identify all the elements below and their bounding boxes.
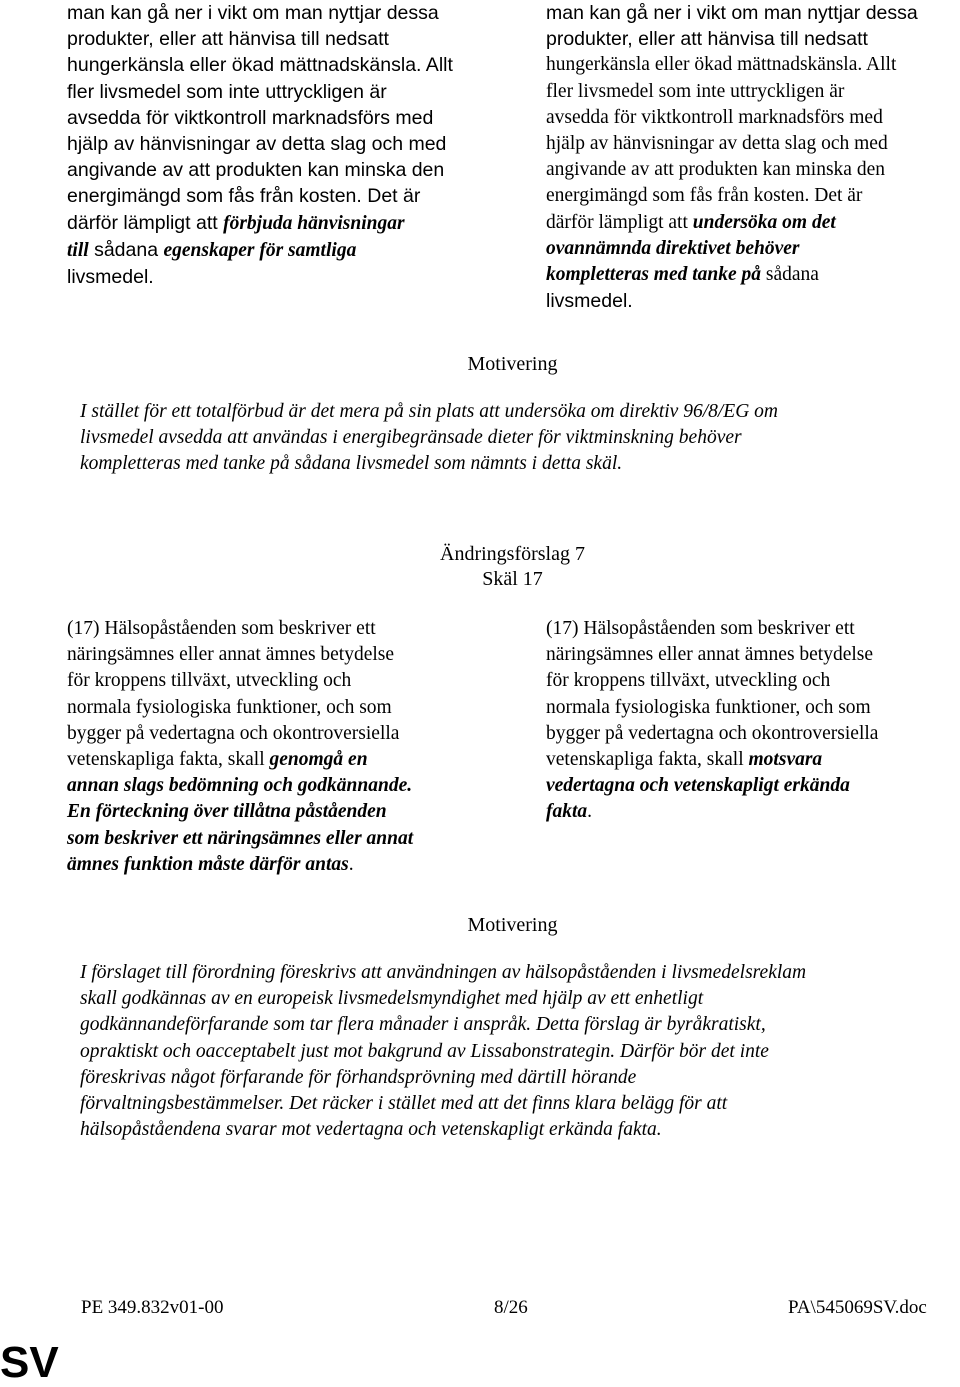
text-line: godkännandeförfarande som tar flera månader i anspråk. Detta förslag är byråkratiskt, xyxy=(80,1014,766,1036)
amendment-title: Ändringsförslag 7 xyxy=(440,543,585,565)
text-line: förvaltningsbestämmelser. Det räcker i stället med att det finns klara belägg för att xyxy=(80,1093,728,1115)
text-run: . xyxy=(587,801,593,823)
amend-right-column xyxy=(546,616,958,826)
motivering-heading: Motivering xyxy=(467,914,558,936)
text-line: angivande av att produkten kan minska den xyxy=(67,159,445,182)
footer-file-ref: PA\545069SV.doc xyxy=(788,1297,927,1318)
amend-right-paragraph xyxy=(546,616,958,826)
amended-text: egenskaper för samtliga xyxy=(163,239,357,261)
amended-text: motsvara xyxy=(748,749,823,771)
motivering-heading: Motivering xyxy=(467,353,558,375)
text-line: föreskrivas något förfarande för förhandsprövning med därtill hörande xyxy=(80,1066,637,1088)
text-line xyxy=(546,210,958,236)
text-line: bygger på vedertagna och okontroversiella xyxy=(67,722,400,744)
text-line: skall godkännas av en europeisk livsmedelsmyndighet med hjälp av ett enhetligt xyxy=(80,988,704,1010)
text-line xyxy=(67,237,477,264)
text-line: för kroppens tillväxt, utveckling och xyxy=(67,670,352,692)
text-line: fler livsmedel som inte uttryckligen är xyxy=(546,80,845,102)
text-line: hälsopåståendena svarar mot vedertagna och vetenskapligt erkända fakta. xyxy=(80,1119,662,1141)
text-line: hungerkänsla eller ökad mättnadskänsla. Allt xyxy=(67,54,453,77)
text-run: sådana xyxy=(88,238,164,261)
text-line: kompletteras med tanke på sådana livsmedel som nämnts i detta skäl. xyxy=(80,453,623,475)
amend-left-column xyxy=(67,616,477,878)
text-line xyxy=(67,852,477,878)
text-line: (17) Hälsopåståenden som beskriver ett xyxy=(67,618,376,639)
top-right-column xyxy=(546,0,958,314)
amended-text: fakta xyxy=(546,801,588,823)
text-line: bygger på vedertagna och okontroversiella xyxy=(546,722,879,744)
motivering-text xyxy=(80,399,910,478)
text-line: man kan gå ner i vikt om man nyttjar dessa xyxy=(67,2,439,24)
amended-text: förbjuda hänvisningar xyxy=(223,212,405,234)
text-line: hjälp av hänvisningar av detta slag och med xyxy=(546,133,888,155)
amended-text: En förteckning över tillåtna påståenden xyxy=(67,801,387,823)
text-line: energimängd som fås från kosten. Det är xyxy=(67,185,421,208)
amended-text: ämnes funktion måste därför antas xyxy=(67,853,349,875)
text-line xyxy=(546,747,958,773)
motivering-text xyxy=(80,960,950,1143)
text-line: för kroppens tillväxt, utveckling och xyxy=(546,670,831,692)
text-line: normala fysiologiska funktioner, och som xyxy=(67,696,392,718)
amended-text: undersöka om det xyxy=(692,211,836,233)
text-line: normala fysiologiska funktioner, och som xyxy=(546,696,871,718)
language-code: SV xyxy=(0,1338,59,1387)
amended-text: som beskriver ett näringsämnes eller annat xyxy=(67,827,414,849)
text-line: avsedda för viktkontroll marknadsförs med xyxy=(67,106,434,129)
text-line: angivande av att produkten kan minska den xyxy=(546,159,885,181)
text-line xyxy=(546,799,958,825)
amended-text: vedertagna och vetenskapligt erkända xyxy=(546,775,850,797)
top-left-paragraph xyxy=(67,0,477,290)
text-line: man kan gå ner i vikt om man nyttjar dessa xyxy=(546,2,918,24)
text-line: hungerkänsla eller ökad mättnadskänsla. Allt xyxy=(546,54,897,76)
footer-doc-ref: PE 349.832v01-00 xyxy=(81,1297,224,1318)
text-line: livsmedel. xyxy=(67,266,154,289)
amended-text: annan slags bedömning och godkännande. xyxy=(67,775,413,797)
top-right-paragraph xyxy=(546,0,958,314)
text-run: därför lämpligt att xyxy=(67,211,224,234)
top-left-column xyxy=(67,0,477,290)
amended-text: ovannämnda direktivet behöver xyxy=(546,237,800,259)
text-line xyxy=(67,210,477,237)
text-line xyxy=(546,236,958,262)
text-line: näringsämnes eller annat ämnes betydelse xyxy=(546,644,874,666)
text-line: livsmedel avsedda att användas i energibegränsade dieter för viktminskning behöver xyxy=(80,427,742,449)
text-line: I förslaget till förordning föreskrivs att användningen av hälsopåståenden i livsmedelsreklam xyxy=(80,962,807,983)
amended-text: kompletteras med tanke på xyxy=(546,264,762,286)
text-run: vetenskapliga fakta, skall xyxy=(67,749,270,771)
text-line: I stället för ett totalförbud är det mera på sin plats att undersöka om direktiv 96/8/EG om xyxy=(80,401,778,422)
text-run: därför lämpligt att xyxy=(546,211,693,233)
text-line: livsmedel. xyxy=(546,290,633,313)
text-line xyxy=(546,262,958,288)
text-line: avsedda för viktkontroll marknadsförs med xyxy=(546,106,883,128)
text-line: produkter, eller att hänvisa till nedsatt xyxy=(67,28,389,51)
text-line: produkter, eller att hänvisa till nedsatt xyxy=(546,28,868,51)
amend-left-paragraph xyxy=(67,616,477,878)
text-line: fler livsmedel som inte uttryckligen är xyxy=(67,80,387,103)
text-run: vetenskapliga fakta, skall xyxy=(546,749,749,771)
amended-text: genomgå en xyxy=(269,749,368,771)
footer-page-number: 8/26 xyxy=(494,1297,528,1318)
text-line: opraktiskt och oacceptabelt just mot bakgrund av Lissabonstrategin. Därför bör det inte xyxy=(80,1040,769,1062)
text-line: näringsämnes eller annat ämnes betydelse xyxy=(67,644,395,666)
amendment-subtitle: Skäl 17 xyxy=(482,568,543,590)
text-line: energimängd som fås från kosten. Det är xyxy=(546,185,863,207)
amended-text: till xyxy=(67,239,89,261)
text-run: . xyxy=(348,853,354,875)
text-run: sådana xyxy=(761,264,819,286)
text-line xyxy=(67,747,477,773)
text-line: (17) Hälsopåståenden som beskriver ett xyxy=(546,618,855,639)
text-line: hjälp av hänvisningar av detta slag och med xyxy=(67,133,447,156)
